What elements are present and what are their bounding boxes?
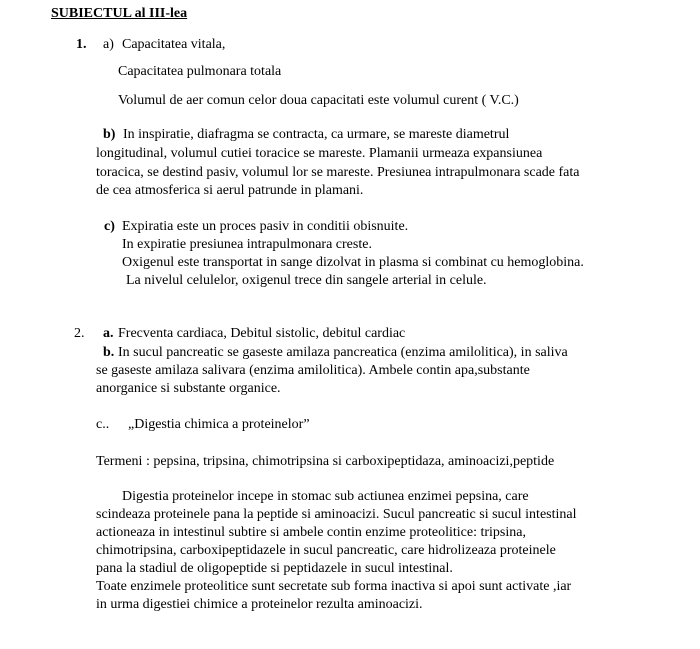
paragraph-line: actioneaza in intestinul subtire si ambele contin enzime proteolitice: tripsina, [96,525,526,540]
item-1b-label: b) [103,127,116,142]
terms-line: Termeni : pepsina, tripsina, chimotripsina si carboxipeptidaza, aminoacizi,peptide [96,454,555,469]
item-2c-label: c.. [96,417,110,432]
item-1a-line: Capacitatea pulmonara totala [118,64,282,79]
item-1b-line: toracica, se destind pasiv, volumul lor se mareste. Presiunea intrapulmonara scade fata [96,165,580,180]
item-1c-line: La nivelul celulelor, oxigenul trece din sangele arterial in celule. [126,273,487,288]
item-2b-line: se gaseste amilaza salivara (enzima amilolitica). Ambele contin apa,substante [96,363,530,378]
paragraph-line: in urma digestiei chimice a proteinelor rezulta aminoacizi. [96,597,423,612]
item-1a-label: a) [103,37,114,52]
paragraph-line: Digestia proteinelor incepe in stomac sub actiunea enzimei pepsina, care [122,489,529,504]
paragraph-line: chimotripsina, carboxipeptidazele in sucul pancreatic, care hidrolizeaza proteinele [96,543,556,558]
item-1c-line: Expiratia este un proces pasiv in conditii obisnuite. [122,219,409,234]
item-1b-line: de cea atmosferica si aerul patrunde in plamani. [96,183,364,198]
item-2b-line: In sucul pancreatic se gaseste amilaza pancreatica (enzima amilolitica), in saliva [118,345,568,360]
paragraph-line: scindeaza proteinele pana la peptide si aminoacizi. Sucul pancreatic si sucul intestinal [96,507,577,522]
item-1b-line: In inspiratie, diafragma se contracta, ca urmare, se mareste diametrul [123,127,510,142]
item-1b-line: longitudinal, volumul cutiei toracice se mareste. Plamanii urmeaza expansiunea [96,146,543,161]
paragraph-line: Toate enzimele proteolitice sunt secretate sub forma inactiva si apoi sunt activate ,iar [96,579,572,594]
item-1c-line: In expiratie presiunea intrapulmonara creste. [122,237,372,252]
item-1c-label: c) [104,219,115,234]
item-2a-label: a. [103,326,114,341]
item-1a-line: Capacitatea vitala, [122,37,226,52]
item-2a-text: Frecventa cardiaca, Debitul sistolic, debitul cardiac [118,326,406,341]
item-number-1: 1. [76,37,87,52]
paragraph-line: pana la stadiul de oligopeptide si peptidazele in sucul intestinal. [96,561,453,576]
item-2b-label: b. [103,345,115,360]
item-2b-line: anorganice si substante organice. [96,381,281,396]
page-title: SUBIECTUL al III-lea [51,6,188,21]
item-1a-line: Volumul de aer comun celor doua capacitati este volumul curent ( V.C.) [118,93,519,108]
item-number-2: 2. [74,326,85,341]
item-2c-title: „Digestia chimica a proteinelor” [128,417,310,432]
item-1c-line: Oxigenul este transportat in sange dizolvat in plasma si combinat cu hemoglobina. [122,255,584,270]
